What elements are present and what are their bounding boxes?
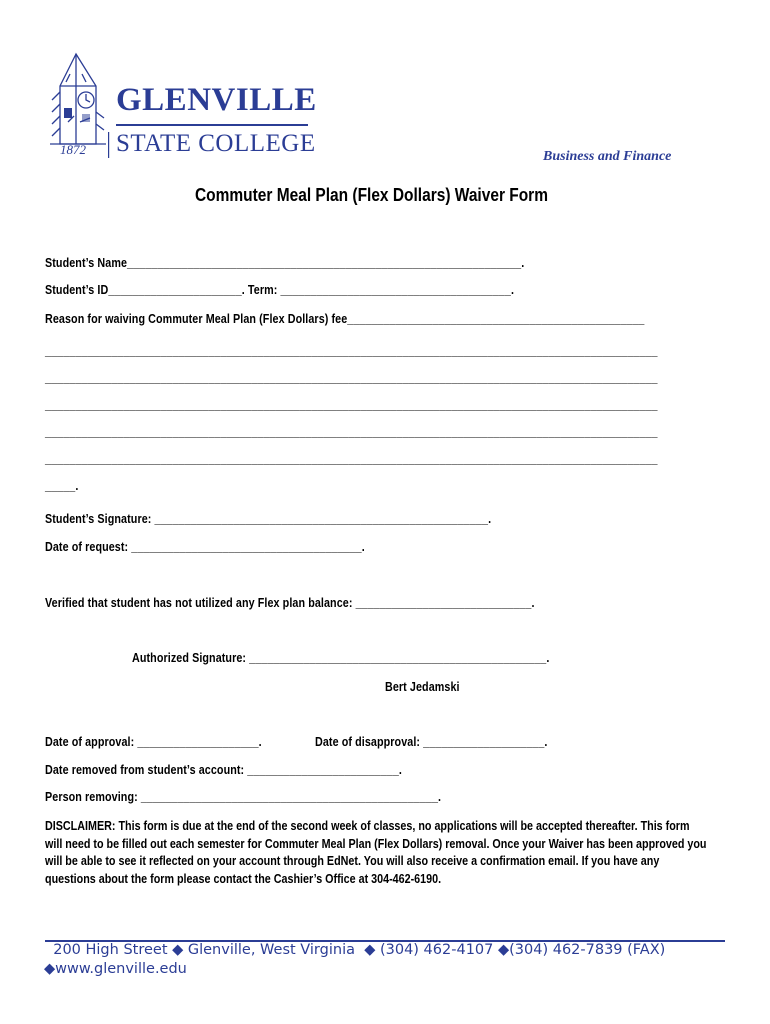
- title-divider-icon: [107, 132, 111, 158]
- department-label: Business and Finance: [543, 149, 672, 164]
- college-name-line1: GLENVILLE: [116, 82, 317, 118]
- reason-line-2[interactable]: _____________________________________________________________________________________________________: [45, 371, 658, 385]
- disclaimer-text: DISCLAIMER: This form is due at the end of the second week of classes, no applications will be accepted thereafter. This form will need to be filled out each semester for Commuter Meal Plan (Flex Dollars) removal. Once your Waiver has been approved you will be able to see it reflected on your account through EdNet. You will also receive a confirmation email. If you have any questions about the form please contact the Cashier’s Office at 304-462-6190.: [45, 819, 707, 886]
- reason-line-1[interactable]: _____________________________________________________________________________________________________: [45, 344, 658, 358]
- student-signature-field[interactable]: Student’s Signature: _______________________________________________________.: [45, 512, 492, 526]
- form-title: Commuter Meal Plan (Flex Dollars) Waiver Form: [195, 185, 548, 205]
- reason-line-3[interactable]: _____________________________________________________________________________________________________: [45, 398, 658, 412]
- logo-rule: [116, 124, 308, 126]
- clock-tower-icon: [46, 52, 110, 156]
- reason-line-4[interactable]: _____________________________________________________________________________________________________: [45, 425, 658, 439]
- date-of-request-field[interactable]: Date of request: ______________________________________.: [45, 540, 365, 554]
- authorized-name: Bert Jedamski: [385, 680, 460, 694]
- founded-year: 1872: [60, 142, 86, 157]
- person-removing-field[interactable]: Person removing: _________________________________________________.: [45, 790, 442, 804]
- footer-address: 200 High Street ◆ Glenville, West Virginia ◆ (304) 462-4107 ◆(304) 462-7839 (FAX): [44, 942, 666, 958]
- reason-line-5[interactable]: _____________________________________________________________________________________________________: [45, 452, 658, 466]
- college-logo: [44, 52, 317, 162]
- date-removed-field[interactable]: Date removed from student’s account: _________________________.: [45, 763, 402, 777]
- college-name-line2: STATE COLLEGE: [116, 130, 316, 157]
- reason-line-end[interactable]: _____.: [45, 479, 79, 493]
- authorized-signature-field[interactable]: Authorized Signature: _________________________________________________.: [132, 651, 550, 665]
- date-of-disapproval-field[interactable]: Date of disapproval: ____________________.: [315, 735, 548, 749]
- verified-field[interactable]: Verified that student has not utilized any Flex plan balance: _____________________________.: [45, 596, 535, 610]
- reason-field[interactable]: Reason for waiving Commuter Meal Plan (Flex Dollars) fee_________________________________________________: [45, 312, 645, 326]
- student-name-field[interactable]: Student’s Name_________________________________________________________________.: [45, 256, 525, 270]
- footer-website[interactable]: ◆www.glenville.edu: [44, 961, 187, 977]
- date-of-approval-field[interactable]: Date of approval: ____________________.: [45, 735, 262, 749]
- student-id-term-field[interactable]: Student’s ID______________________. Term: ______________________________________.: [45, 283, 515, 297]
